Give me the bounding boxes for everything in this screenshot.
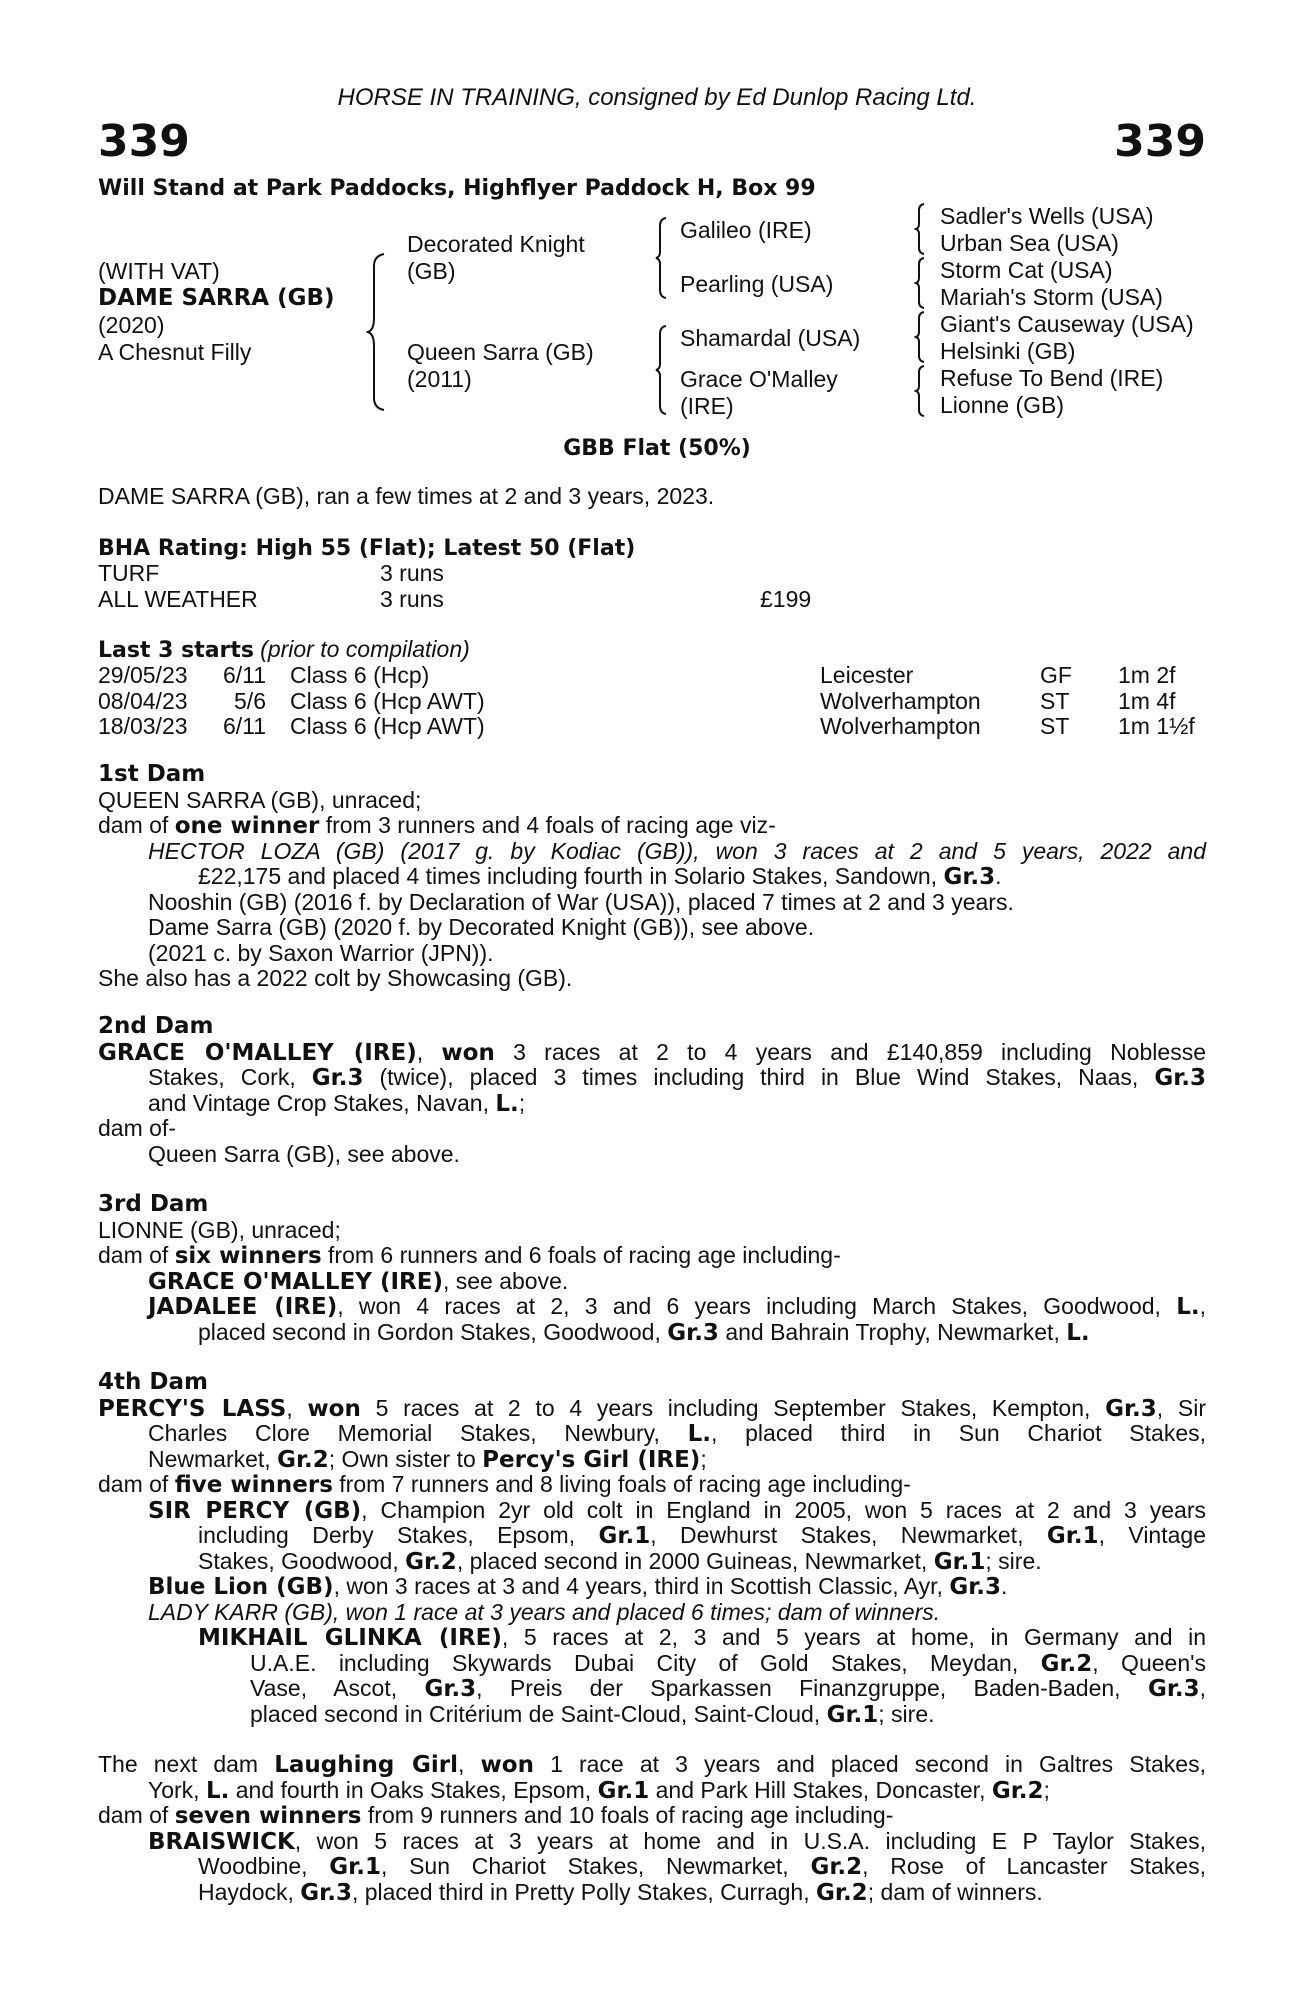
text: from 9 runners and 10 foals of racing age including- <box>361 1802 894 1828</box>
last-starts-heading <box>98 636 470 663</box>
text: , <box>458 1751 481 1777</box>
text: Gr.3 <box>424 1676 477 1702</box>
fourth-dam-line <box>98 1472 1206 1498</box>
text: and fourth in Oaks Stakes, Epsom, <box>229 1776 598 1803</box>
text: placed second in Critérium de Saint-Cloud, Saint-Cloud, <box>250 1700 827 1727</box>
pedigree-sire-sire: Galileo (IRE) <box>680 217 812 243</box>
third-dam-line: LIONNE (GB), unraced; <box>98 1216 341 1243</box>
gbb-flat: GBB Flat (50%) <box>563 436 751 461</box>
text: Gr.1 <box>597 1777 650 1804</box>
text: £22,175 and placed 4 times including fourth in Solario Stakes, Sandown, <box>198 863 944 889</box>
text: , see above. <box>442 1267 569 1294</box>
text: GRACE O'MALLEY (IRE) <box>148 1268 443 1295</box>
text: 3 races at 2 to 4 years and £140,859 including Noblesse <box>494 1038 1206 1065</box>
second-dam-line <box>98 1065 1206 1091</box>
text: SIR PERCY (GB) <box>148 1497 362 1524</box>
text: , Vintage <box>1098 1522 1206 1548</box>
next-dam-line <box>98 1803 1206 1829</box>
pedigree-sire <box>407 231 585 285</box>
vat-note: (WITH VAT) <box>98 258 220 284</box>
text: L. <box>1176 1294 1200 1320</box>
second-dam-line <box>98 1091 1206 1117</box>
next-dam-line <box>98 1854 1206 1880</box>
text: Gr.3 <box>300 1879 352 1906</box>
fourth-dam-line <box>98 1574 1206 1600</box>
text: . <box>995 863 1002 889</box>
pedigree-gen3-5: Giant's Causeway (USA) <box>940 311 1194 337</box>
next-dam-line <box>98 1880 1206 1906</box>
lot-number-right: 339 <box>1114 116 1206 167</box>
text: U.A.E. including Skywards Dubai City of Gold Stakes, Meydan, <box>250 1649 1041 1676</box>
pedigree-gen3-4: Mariah's Storm (USA) <box>940 284 1163 310</box>
pedigree-bracket-dam <box>654 324 670 416</box>
text: dam of <box>98 1242 175 1268</box>
start-course: Leicester <box>820 662 914 688</box>
text: York, <box>148 1776 206 1803</box>
second-dam-section <box>98 1014 1206 1167</box>
text: Stakes, Goodwood, <box>198 1547 406 1574</box>
text: , <box>1199 1675 1207 1701</box>
next-dam-section <box>98 1752 1206 1905</box>
race-summary: DAME SARRA (GB), ran a few times at 2 and 3 years, 2023. <box>98 483 715 509</box>
text: , Sun Chariot Stakes, Newmarket, <box>380 1853 811 1879</box>
text: Laughing Girl <box>274 1752 459 1778</box>
text: from 3 runners and 4 foals of racing age viz- <box>319 812 776 838</box>
text: and Bahrain Trophy, Newmarket, <box>718 1318 1067 1345</box>
fourth-dam-section <box>98 1370 1206 1727</box>
pedigree-bracket-gs3 <box>914 310 928 364</box>
text: L. <box>687 1421 712 1447</box>
text: , Rose of Lancaster Stakes, <box>862 1853 1206 1879</box>
second-dam-line: dam of- <box>98 1115 176 1141</box>
last-starts-title: Last 3 starts <box>98 638 255 663</box>
third-dam-line <box>98 1269 1206 1295</box>
start-going: GF <box>1040 662 1072 688</box>
text: placed second in Gordon Stakes, Goodwood, <box>198 1318 668 1345</box>
text: BRAISWICK <box>148 1828 295 1855</box>
start-going: ST <box>1040 687 1070 714</box>
text: MIKHAIL GLINKA (IRE) <box>198 1625 502 1651</box>
sire-country: (GB) <box>407 258 456 284</box>
pedigree-gen3-7: Refuse To Bend (IRE) <box>940 365 1164 391</box>
text: Charles Clore Memorial Stakes, Newbury, <box>148 1420 688 1446</box>
text: Gr.3 <box>1147 1676 1200 1702</box>
second-dam-line <box>98 1040 1206 1066</box>
text: Gr.1 <box>329 1854 381 1880</box>
horse-description: A Chesnut Filly <box>98 339 252 365</box>
start-going: ST <box>1040 713 1070 739</box>
text: ; dam of winners. <box>867 1878 1043 1905</box>
pedigree-gen3-2: Urban Sea (USA) <box>940 230 1119 256</box>
text: Gr.2 <box>277 1446 329 1473</box>
pedigree-bracket-sire <box>654 216 670 300</box>
text: won <box>480 1752 534 1778</box>
start-dist: 1m 1½f <box>1118 713 1195 739</box>
text: seven winners <box>174 1803 362 1829</box>
pedigree-gen3-6: Helsinki (GB) <box>940 338 1076 364</box>
third-dam-line <box>98 1243 1206 1269</box>
start-date: 29/05/23 <box>98 662 188 688</box>
bha-rating: BHA Rating: High 55 (Flat); Latest 50 (Flat) <box>98 536 636 561</box>
text: six winners <box>174 1243 322 1269</box>
text: JADALEE (IRE) <box>148 1294 338 1320</box>
text: Gr.2 <box>810 1854 863 1880</box>
text: Gr.2 <box>816 1879 868 1906</box>
third-dam-line <box>98 1320 1206 1346</box>
lot-number-left: 339 <box>98 116 190 167</box>
pedigree-dam-sire: Shamardal (USA) <box>680 325 861 351</box>
text: . <box>1001 1573 1008 1599</box>
text: Gr.3 <box>943 864 996 890</box>
fourth-dam-line <box>98 1702 1206 1728</box>
text: Woodbine, <box>198 1853 330 1879</box>
text: from 7 runners and 8 living foals of racing age including- <box>332 1471 911 1497</box>
text: won <box>441 1039 495 1066</box>
start-pos: 5/6 <box>234 687 266 714</box>
start-cls: Class 6 (Hcp) <box>290 662 430 688</box>
text: PERCY'S LASS <box>98 1395 287 1422</box>
text: Percy's Girl (IRE) <box>482 1446 701 1473</box>
pedigree-bracket-gs4 <box>914 364 928 418</box>
text: , Queen's <box>1092 1649 1206 1676</box>
text: dam of <box>98 1802 175 1828</box>
dam-dam-country: (IRE) <box>680 393 734 419</box>
text: L. <box>495 1090 519 1117</box>
text: ; <box>518 1089 526 1116</box>
horse-year: (2020) <box>98 312 165 338</box>
text: including Derby Stakes, Epsom, <box>198 1522 599 1548</box>
horse-info <box>98 258 335 366</box>
pedigree-gen3-3: Storm Cat (USA) <box>940 257 1113 283</box>
text: one winner <box>174 813 320 839</box>
first-dam-line: HECTOR LOZA (GB) (2017 g. by Kodiac (GB)), won 3 races at 2 and 5 years, 2022 and <box>148 837 1206 864</box>
text: 1 race at 3 years and placed second in Galtres Stakes, <box>533 1751 1206 1777</box>
fourth-dam-line <box>98 1625 1206 1651</box>
dam-year: (2011) <box>407 366 472 392</box>
text: dam of <box>98 812 175 838</box>
text: , <box>416 1038 442 1065</box>
text: ; Own sister to <box>328 1445 483 1472</box>
text: ; sire. <box>985 1547 1042 1574</box>
start-dist: 1m 2f <box>1118 662 1176 688</box>
text: Gr.3 <box>1105 1395 1157 1422</box>
text: , won 3 races at 3 and 4 years, third in Scottish Classic, Ayr, <box>333 1573 950 1599</box>
text: dam of <box>98 1471 175 1497</box>
pedigree-bracket-main <box>366 252 390 412</box>
last-starts-note: (prior to compilation) <box>260 636 470 662</box>
pedigree-dam <box>407 339 594 393</box>
text: , <box>1199 1293 1206 1319</box>
start-pos: 6/11 <box>222 662 266 688</box>
text: Gr.3 <box>949 1574 1002 1600</box>
catalogue-header: HORSE IN TRAINING, consigned by Ed Dunlop Racing Ltd. <box>337 84 977 111</box>
text: , Dewhurst Stakes, Newmarket, <box>650 1522 1047 1548</box>
text: Gr.3 <box>1154 1065 1207 1091</box>
stand-location: Will Stand at Park Paddocks, Highflyer Paddock H, Box 99 <box>98 176 816 201</box>
text: from 6 runners and 6 foals of racing age including- <box>321 1242 841 1268</box>
text: ; sire. <box>878 1700 935 1727</box>
fourth-dam-line <box>98 1549 1206 1575</box>
first-dam-line: She also has a 2022 colt by Showcasing (GB). <box>98 965 573 991</box>
text: L. <box>1066 1319 1090 1346</box>
text: Gr.1 <box>933 1548 986 1575</box>
pedigree-bracket-gs1 <box>914 202 928 256</box>
pedigree-gen3-1: Sadler's Wells (USA) <box>940 203 1154 229</box>
start-pos: 6/11 <box>222 713 266 739</box>
first-dam-line <box>98 813 1206 839</box>
text: Gr.1 <box>1046 1523 1099 1549</box>
text: , Preis der Sparkassen Finanzgruppe, Baden-Baden, <box>476 1675 1148 1701</box>
text: , placed third in Pretty Polly Stakes, Curragh, <box>351 1878 816 1905</box>
text: , placed third in Sun Chariot Stakes, <box>711 1420 1206 1446</box>
text: , Sir <box>1156 1394 1207 1421</box>
second-dam-heading: 2nd Dam <box>98 1013 214 1039</box>
text: , Champion 2yr old colt in England in 2005, won 5 races at 2 and 3 years <box>361 1496 1207 1523</box>
text: Gr.2 <box>405 1548 457 1575</box>
start-course: Wolverhampton <box>820 687 981 714</box>
text: (twice), placed 3 times including third in Blue Wind Stakes, Naas, <box>363 1064 1155 1090</box>
fourth-dam-line: LADY KARR (GB), won 1 race at 3 years and placed 6 times; dam of winners. <box>148 1598 941 1625</box>
aw-label: ALL WEATHER <box>98 586 258 612</box>
pedigree-sire-dam: Pearling (USA) <box>680 271 834 297</box>
text: Gr.2 <box>1040 1650 1093 1677</box>
fourth-dam-heading: 4th Dam <box>98 1369 208 1395</box>
start-date: 08/04/23 <box>98 687 188 714</box>
text: ; <box>700 1445 707 1472</box>
text: Gr.1 <box>826 1701 879 1728</box>
start-dist: 1m 4f <box>1118 687 1176 714</box>
third-dam-section <box>98 1192 1206 1345</box>
text: , <box>286 1394 308 1421</box>
pedigree-dam-dam <box>680 366 838 420</box>
fourth-dam-line <box>98 1523 1206 1549</box>
next-dam-line <box>98 1829 1206 1855</box>
text: 5 races at 2 to 4 years including September Stakes, Kempton, <box>360 1394 1106 1421</box>
dam-name: Queen Sarra (GB) <box>407 339 594 365</box>
first-dam-line: QUEEN SARRA (GB), unraced; <box>98 786 422 813</box>
start-cls: Class 6 (Hcp AWT) <box>290 687 485 714</box>
next-dam-line <box>98 1778 1206 1804</box>
aw-prize: £199 <box>760 586 812 612</box>
first-dam-line: Dame Sarra (GB) (2020 f. by Decorated Knight (GB)), see above. <box>148 914 815 940</box>
first-dam-line: (2021 c. by Saxon Warrior (JPN)). <box>148 939 494 966</box>
start-date: 18/03/23 <box>98 713 188 739</box>
text: and Vintage Crop Stakes, Navan, <box>148 1089 496 1116</box>
pedigree-bracket-gs2 <box>914 256 928 310</box>
start-cls: Class 6 (Hcp AWT) <box>290 713 485 739</box>
second-dam-line: Queen Sarra (GB), see above. <box>148 1140 460 1167</box>
first-dam-line <box>98 864 1206 890</box>
text: and Park Hill Stakes, Doncaster, <box>649 1776 992 1803</box>
text: Gr.2 <box>991 1777 1044 1804</box>
third-dam-heading: 3rd Dam <box>98 1191 209 1217</box>
first-dam-line: Nooshin (GB) (2016 f. by Declaration of War (USA)), placed 7 times at 2 and 3 years. <box>148 888 1014 915</box>
text: won <box>307 1395 361 1422</box>
text: Newmarket, <box>148 1445 278 1472</box>
first-dam-section <box>98 762 1206 992</box>
text: Gr.1 <box>598 1523 651 1549</box>
text: Haydock, <box>198 1878 301 1905</box>
fourth-dam-line <box>98 1421 1206 1447</box>
text: GRACE O'MALLEY (IRE) <box>98 1039 417 1066</box>
text: Stakes, Cork, <box>148 1064 312 1090</box>
start-course: Wolverhampton <box>820 713 981 739</box>
text: , won 5 races at 3 years at home and in U.S.A. including E P Taylor Stakes, <box>294 1827 1206 1854</box>
fourth-dam-line <box>98 1447 1206 1473</box>
dam-dam-name: Grace O'Malley <box>680 366 838 392</box>
aw-runs: 3 runs <box>380 586 444 612</box>
next-dam-line <box>98 1752 1206 1778</box>
turf-runs: 3 runs <box>380 560 444 586</box>
horse-name: DAME SARRA (GB) <box>98 285 335 311</box>
text: , won 4 races at 2, 3 and 6 years including March Stakes, Goodwood, <box>337 1293 1177 1319</box>
text: ; <box>1043 1776 1050 1803</box>
fourth-dam-line <box>98 1676 1206 1702</box>
text: Gr.3 <box>667 1319 719 1346</box>
text: L. <box>205 1777 230 1804</box>
text: Vase, Ascot, <box>250 1675 425 1701</box>
fourth-dam-line <box>98 1651 1206 1677</box>
text: , 5 races at 2, 3 and 5 years at home, in Germany and in <box>501 1624 1206 1650</box>
text: The next dam <box>98 1751 275 1777</box>
text: Gr.3 <box>311 1065 364 1091</box>
sire-name: Decorated Knight <box>407 231 585 257</box>
text: , placed second in 2000 Guineas, Newmarket, <box>456 1547 934 1574</box>
third-dam-line <box>98 1294 1206 1320</box>
fourth-dam-line <box>98 1396 1206 1422</box>
text: Blue Lion (GB) <box>148 1574 334 1600</box>
pedigree-gen3-8: Lionne (GB) <box>940 392 1065 418</box>
text: five winners <box>174 1472 333 1498</box>
turf-label: TURF <box>98 560 160 586</box>
fourth-dam-line <box>98 1498 1206 1524</box>
first-dam-heading: 1st Dam <box>98 761 206 787</box>
